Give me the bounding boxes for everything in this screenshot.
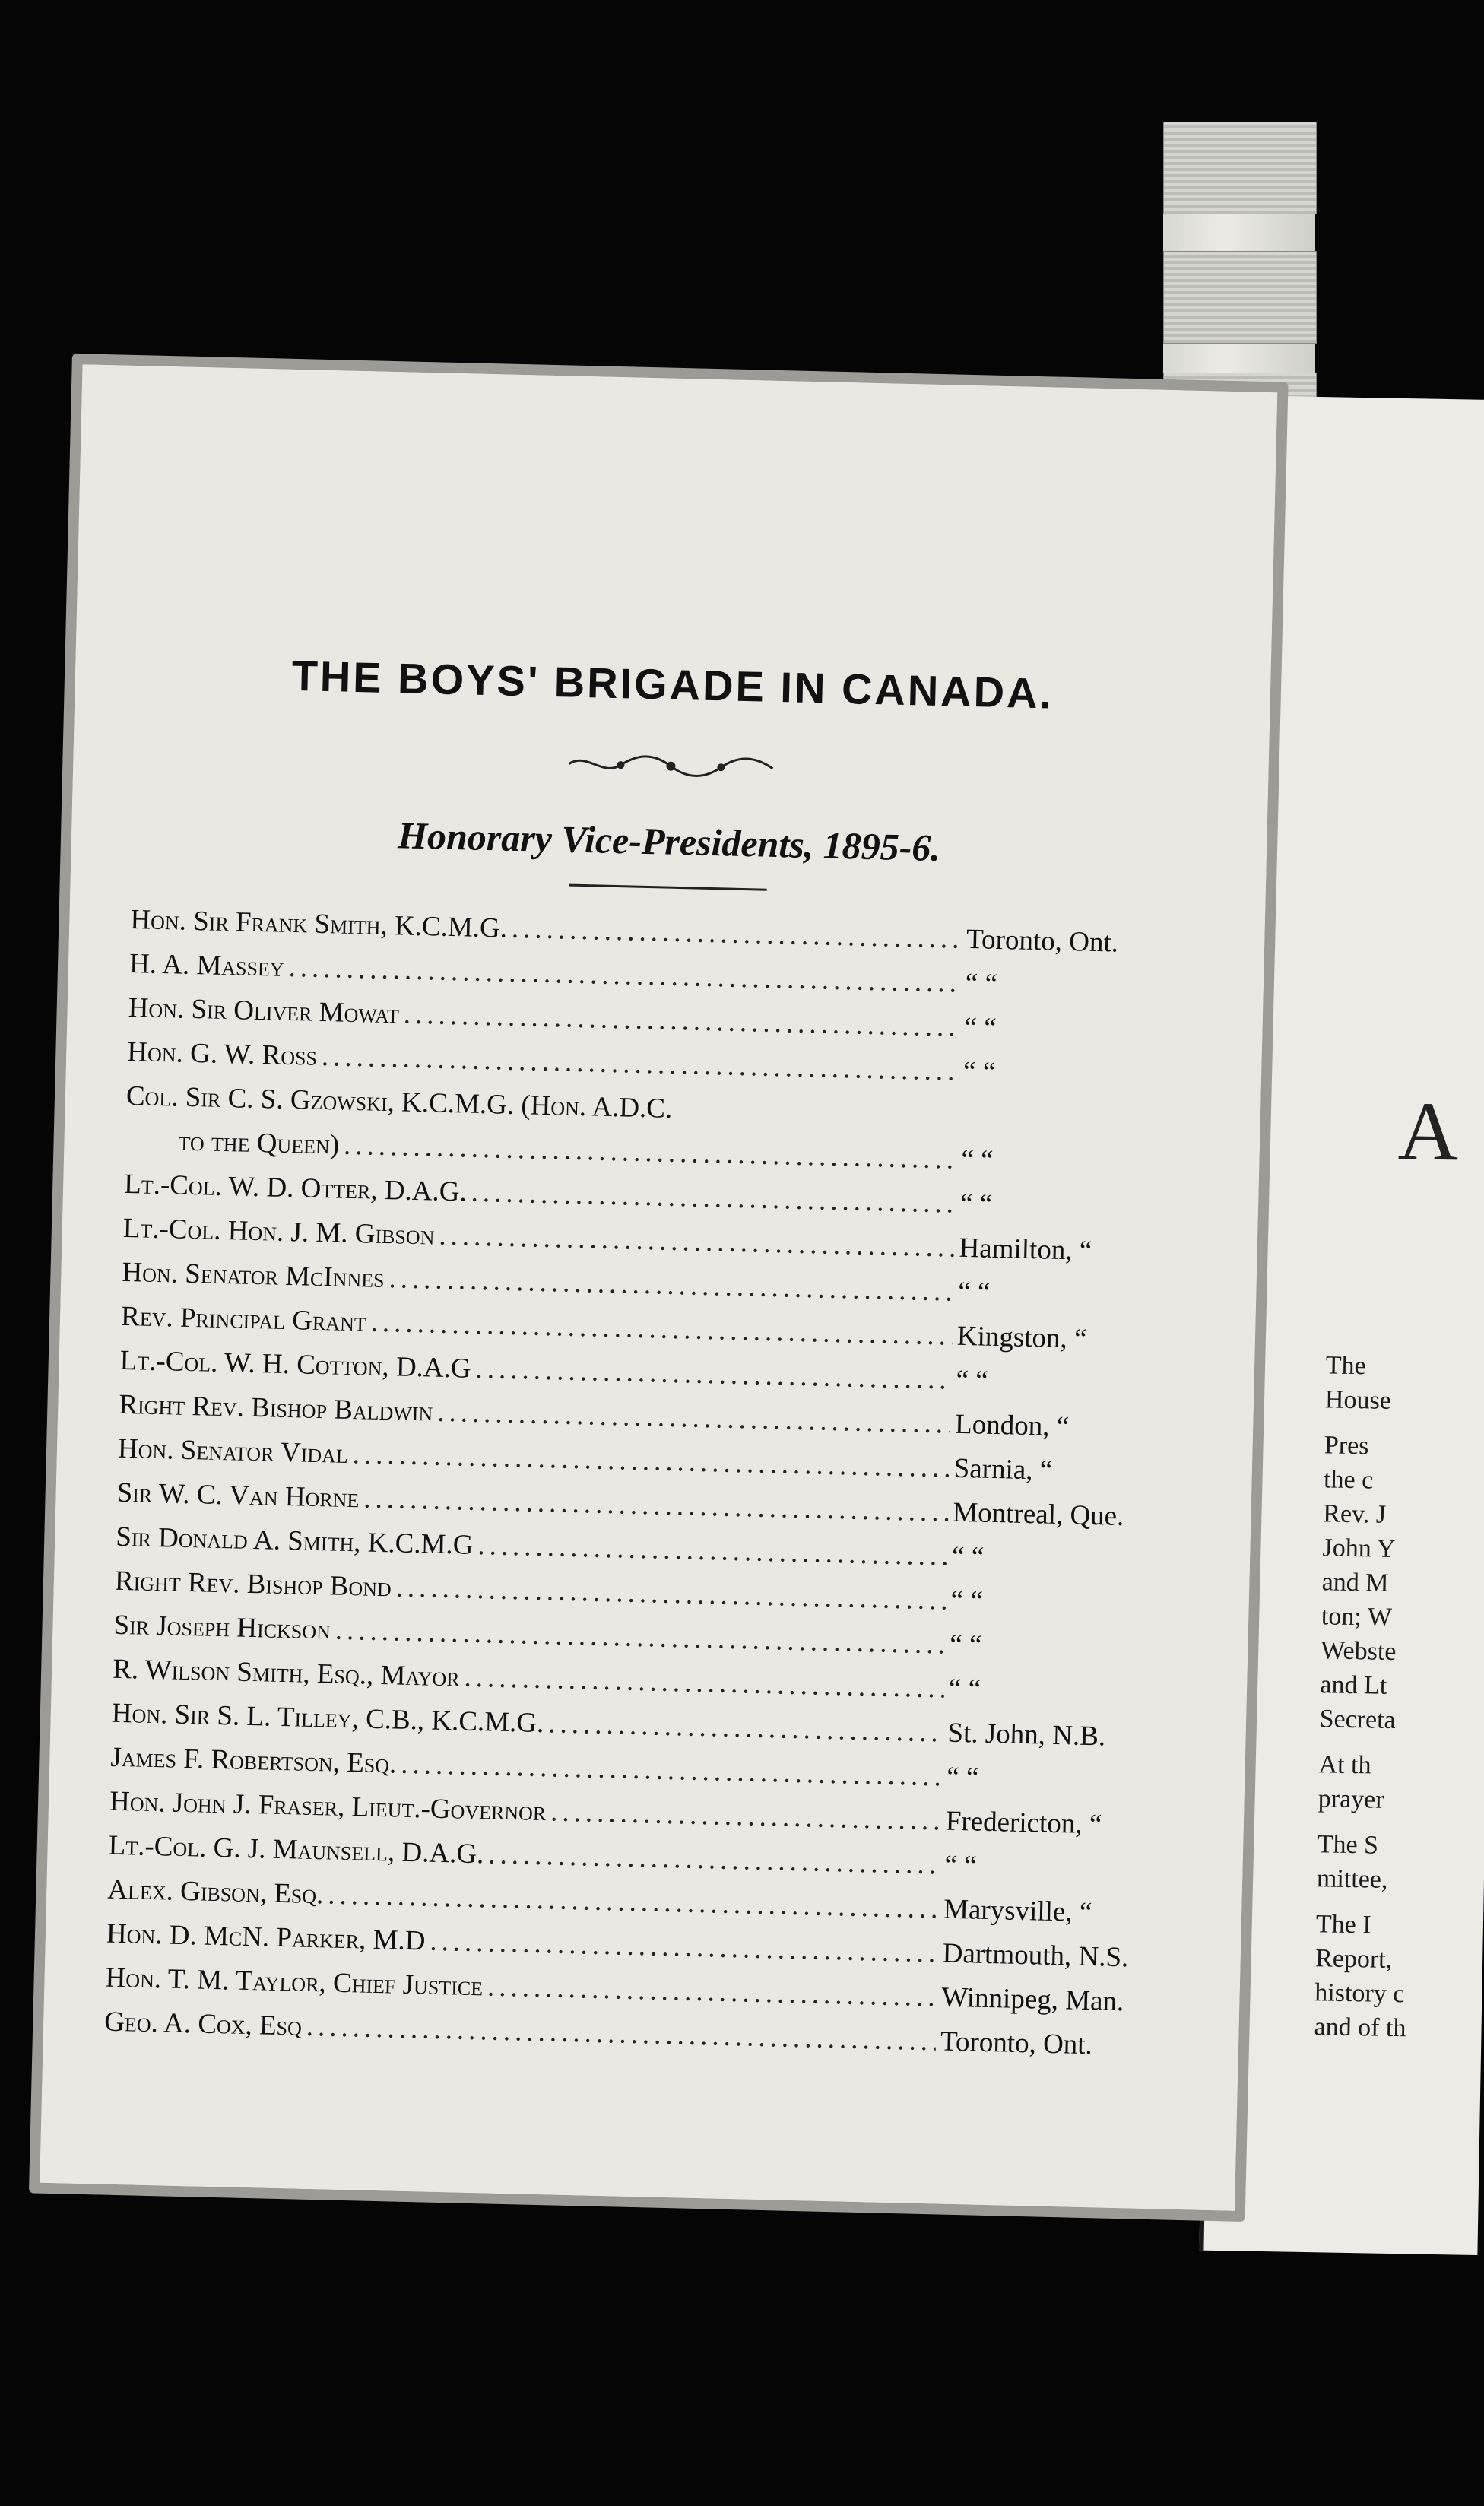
member-place: “ “ <box>965 967 998 1000</box>
member-place: Montreal, Que. <box>952 1496 1124 1533</box>
member-name: Sir Donald A. Smith, K.C.M.G <box>115 1521 474 1561</box>
member-place: “ “ <box>959 1188 993 1220</box>
right-page-fragment: the c <box>1323 1465 1374 1495</box>
member-place: “ “ <box>943 1849 978 1882</box>
member-name: Lt.-Col. W. D. Otter, D.A.G. <box>123 1168 468 1208</box>
member-place: “ “ <box>949 1629 982 1661</box>
member-place: St. John, N.B. <box>947 1717 1106 1753</box>
member-name: Right Rev. Bishop Bond <box>114 1565 392 1604</box>
member-place: “ “ <box>948 1673 981 1705</box>
right-page-fragment: House <box>1324 1385 1392 1415</box>
member-name: Lt.-Col. W. H. Cotton, D.A.G <box>119 1344 472 1385</box>
member-place: “ “ <box>951 1540 985 1573</box>
right-page-fragment: The <box>1325 1351 1366 1381</box>
right-page-fragment: ton; W <box>1321 1602 1393 1632</box>
vice-president-list <box>104 898 1195 2070</box>
right-page-fragment: The I <box>1315 1910 1371 1940</box>
right-page-fragment: Secreta <box>1319 1705 1396 1735</box>
member-name: Sir Joseph Hickson <box>113 1609 331 1646</box>
member-name: Hon. Sir S. L. Tilley, C.B., K.C.M.G. <box>111 1697 544 1740</box>
right-page-fragment: and Lt <box>1320 1670 1387 1700</box>
member-name: Hon. Senator Vidal <box>117 1432 349 1470</box>
right-page-fragment: John Y <box>1322 1534 1396 1563</box>
right-page-fragment: history c <box>1314 1978 1405 2009</box>
member-place: Winnipeg, Man. <box>940 1981 1124 2018</box>
right-page-fragment: and M <box>1321 1568 1389 1597</box>
member-name: Hon. G. W. Ross <box>126 1036 318 1072</box>
page-surface <box>40 364 1277 2210</box>
member-name: Hon. Senator McInnes <box>122 1256 385 1295</box>
right-page-fragment: mittee, <box>1316 1864 1388 1894</box>
right-page-fragment: Rev. J <box>1323 1499 1387 1529</box>
member-name: Right Rev. Bishop Baldwin <box>118 1388 433 1428</box>
member-place: “ “ <box>946 1761 979 1794</box>
member-name: Sir W. C. Van Horne <box>116 1477 360 1515</box>
title-rule <box>569 884 767 891</box>
ornament-flourish <box>564 748 778 784</box>
right-page-big-letter: A <box>1397 1083 1460 1178</box>
member-name: Hon. D. McN. Parker, M.D <box>106 1918 426 1957</box>
member-place: “ “ <box>962 1055 996 1088</box>
page-subtitle: Honorary Vice-Presidents, 1895-6. <box>397 814 941 870</box>
member-place: Hamilton, “ <box>959 1232 1092 1267</box>
member-name: Lt.-Col. G. J. Maunsell, D.A.G. <box>108 1829 484 1870</box>
left-page <box>29 354 1289 2222</box>
right-page-fragment: prayer <box>1318 1784 1384 1814</box>
member-name: Hon. Sir Frank Smith, K.C.M.G. <box>129 904 508 944</box>
page-title: THE BOYS' BRIGADE IN CANADA. <box>291 651 1054 718</box>
right-page-fragment: and of th <box>1314 2013 1406 2043</box>
member-place: “ “ <box>956 1364 989 1397</box>
member-place: “ “ <box>960 1144 994 1176</box>
member-name: Geo. A. Cox, Esq <box>103 2006 303 2042</box>
member-place: Kingston, “ <box>956 1320 1087 1355</box>
member-place: Toronto, Ont. <box>966 923 1119 959</box>
binding-tape <box>1163 251 1317 344</box>
member-name: H. A. Massey <box>128 947 285 983</box>
member-name: Lt.-Col. Hon. J. M. Gibson <box>122 1212 435 1251</box>
member-name: Alex. Gibson, Esq. <box>106 1873 324 1911</box>
member-place: Sarnia, “ <box>953 1452 1053 1486</box>
right-page-fragment: Report, <box>1314 1944 1393 1974</box>
member-name: Col. Sir C. S. Gzowski, K.C.M.G. (Hon. A.D.C. <box>125 1080 673 1125</box>
member-place: London, “ <box>954 1408 1070 1443</box>
right-page-fragment: Pres <box>1324 1431 1369 1461</box>
right-page-fragment: At th <box>1318 1750 1371 1780</box>
right-page-fragment: Webste <box>1320 1636 1397 1667</box>
member-name: Hon. John J. Fraser, Lieut.-Governor <box>109 1785 547 1828</box>
member-place: Marysville, “ <box>943 1893 1092 1929</box>
member-name: Hon. T. M. Taylor, Chief Justice <box>105 1962 484 2003</box>
member-name: R. Wilson Smith, Esq., Mayor <box>112 1653 461 1693</box>
member-name-continued: to the Queen) <box>178 1125 340 1161</box>
member-place: Dartmouth, N.S. <box>942 1937 1129 1974</box>
binding-tape <box>1163 122 1317 214</box>
member-name: Rev. Principal Grant <box>120 1300 367 1338</box>
member-place: Fredericton, “ <box>945 1805 1102 1841</box>
member-place: “ “ <box>957 1276 991 1309</box>
right-page-fragment: The S <box>1317 1830 1379 1860</box>
member-name: Hon. Sir Oliver Mowat <box>128 991 400 1030</box>
member-place: “ “ <box>963 1011 997 1044</box>
member-name: James F. Robertson, Esq. <box>110 1741 397 1780</box>
member-place: Toronto, Ont. <box>940 2025 1093 2061</box>
member-place: “ “ <box>950 1584 984 1617</box>
